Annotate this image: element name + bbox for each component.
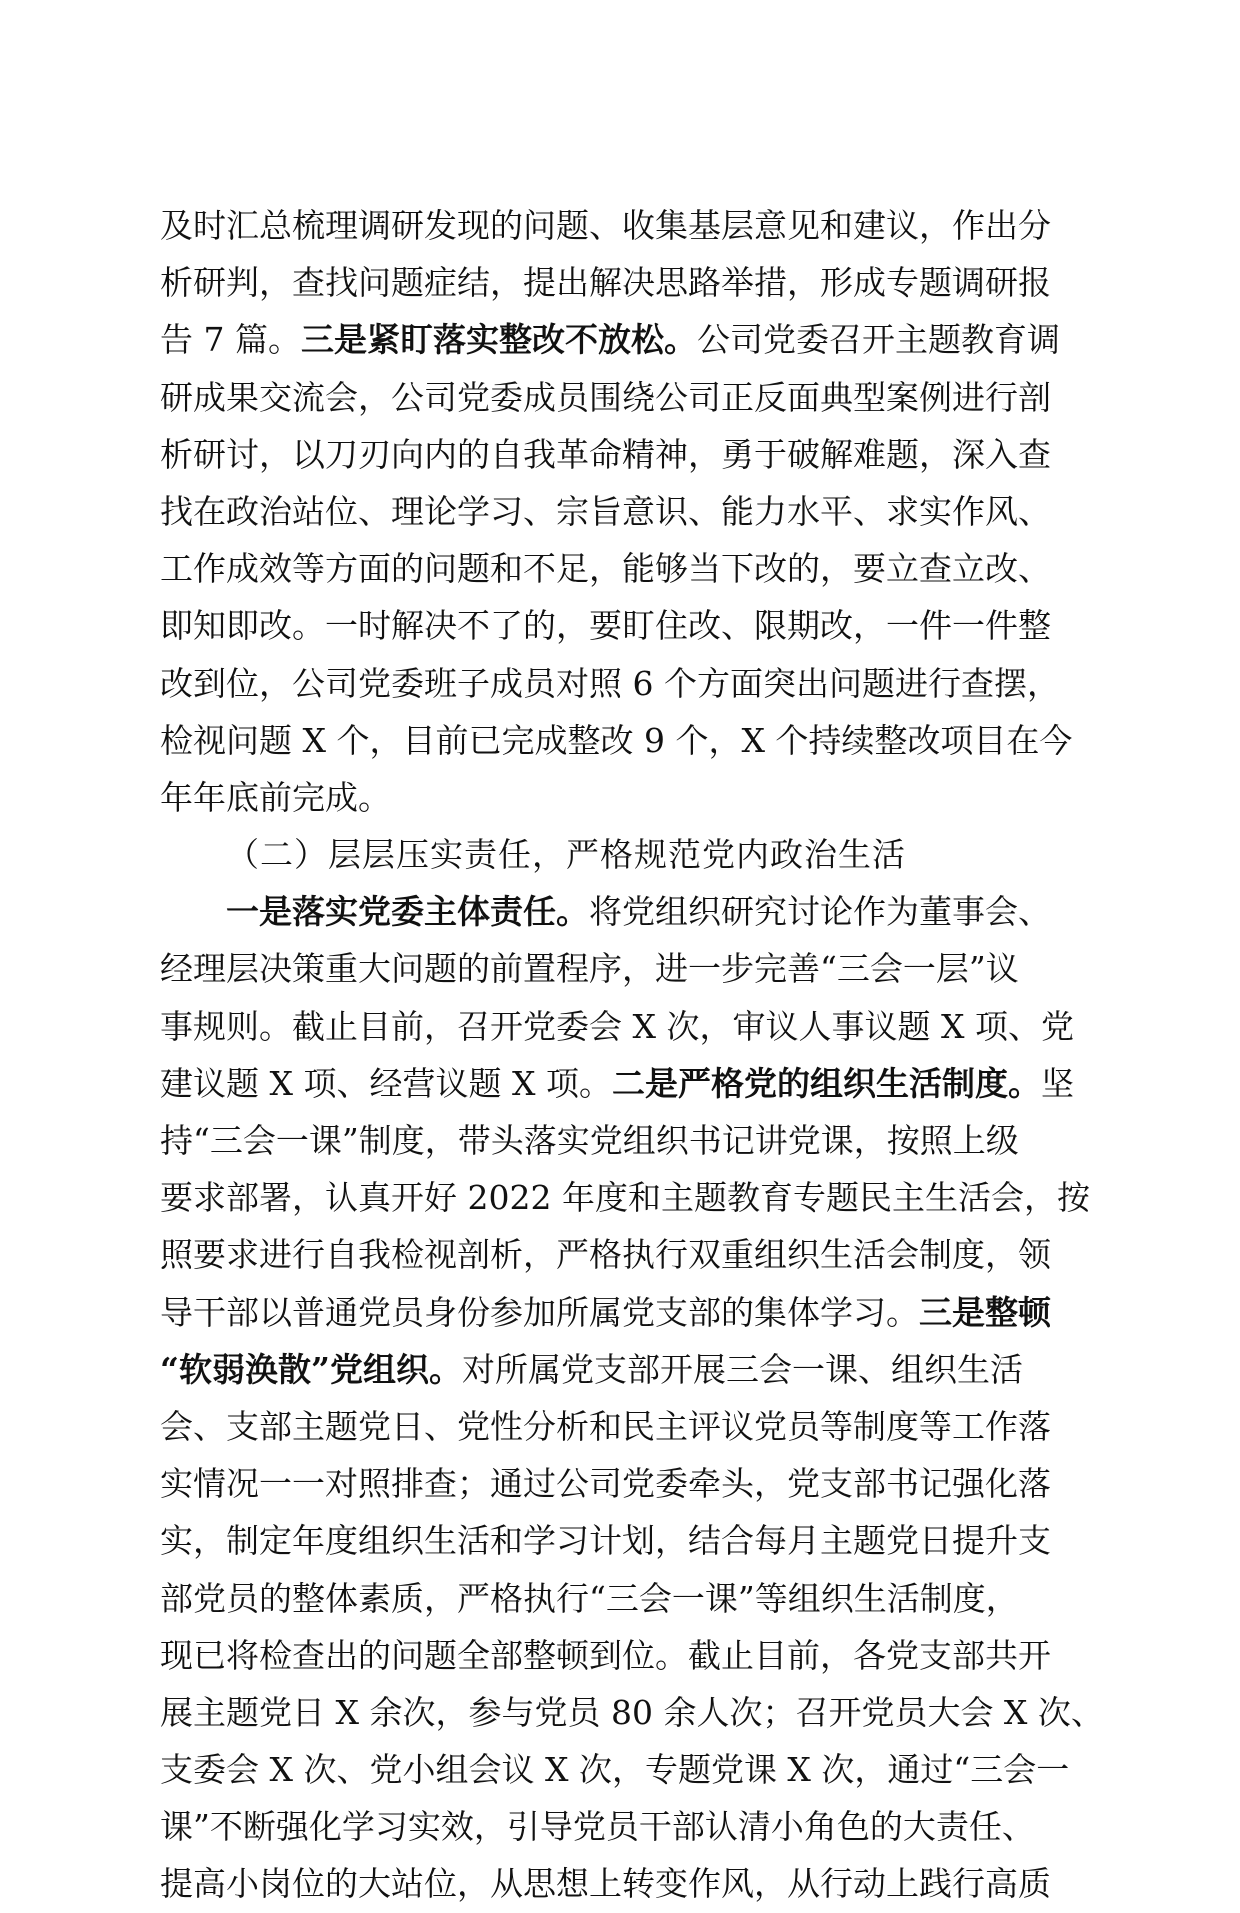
text-line-7 [160, 540, 1100, 597]
text-line-3 [160, 311, 1100, 368]
text-line-8 [160, 597, 1100, 654]
line-text: 照要求进行自我检视剖析，严格执行双重组织生活会制度，领 [160, 1235, 1051, 1275]
line-text: 现已将检查出的问题全部整顿到位。截止目前，各党支部共开 [160, 1635, 1051, 1675]
line-text: 告 7 篇。 [160, 320, 301, 360]
bold-lead-phrase: 一是落实党委主体责任。 [226, 892, 589, 932]
line-text: 改到位，公司党委班子成员对照 6 个方面突出问题进行查摆， [160, 663, 1060, 703]
line-text: 建议题 X 项、经营议题 X 项。 [160, 1063, 612, 1103]
line-text: 检视问题 X 个，目前已完成整改 9 个，X 个持续整改项目在今 [160, 720, 1073, 760]
line-text: 及时汇总梳理调研发现的问题、收集基层意见和建议，作出分 [160, 206, 1051, 245]
bold-lead-phrase: “软弱涣散”党组织。 [160, 1349, 462, 1389]
line-text: 实，制定年度组织生活和学习计划，结合每月主题党日提升支 [160, 1521, 1051, 1561]
text-line-1 [160, 197, 1100, 254]
text-line-9 [160, 655, 1100, 712]
line-text: 事规则。截止目前，召开党委会 X 次，审议人事议题 X 项、党 [160, 1006, 1074, 1046]
text-line-5 [160, 426, 1100, 483]
line-text: 工作成效等方面的问题和不足，能够当下改的，要立查立改、 [160, 549, 1051, 589]
line-text: 提高小岗位的大站位，从思想上转变作风，从行动上践行高质 [160, 1864, 1051, 1904]
body-text [160, 197, 1104, 1913]
line-text: 公司党委召开主题教育调 [696, 320, 1060, 360]
text-line-16 [160, 1055, 1100, 1112]
line-text: 持“三会一课”制度，带头落实党组织书记讲党课，按照上级 [160, 1121, 1019, 1160]
text-line-6 [160, 483, 1100, 540]
text-line-2 [160, 254, 1100, 311]
line-text: 研成果交流会，公司党委成员围绕公司正反面典型案例进行剖 [160, 377, 1051, 417]
line-text: 支委会 X 次、党小组会议 X 次，专题党课 X 次，通过“三会一 [160, 1750, 1070, 1790]
text-line-24 [160, 1512, 1100, 1569]
bold-lead-phrase: 三是整顿 [919, 1292, 1051, 1332]
text-line-15 [160, 998, 1100, 1055]
text-line-23 [160, 1455, 1100, 1512]
text-line-10 [160, 712, 1100, 769]
line-text: 导干部以普通党员身份参加所属党支部的集体学习。 [160, 1292, 919, 1332]
line-text: 析研判，查找问题症结，提出解决思路举措，形成专题调研报 [160, 263, 1051, 303]
line-text: 会、支部主题党日、党性分析和民主评议党员等制度等工作落 [160, 1406, 1051, 1446]
text-line-14 [160, 940, 1100, 997]
text-line-20 [160, 1284, 1100, 1341]
text-line-18 [160, 1169, 1100, 1226]
line-text: 找在政治站位、理论学习、宗旨意识、能力水平、求实作风、 [160, 491, 1051, 531]
text-line-19 [160, 1226, 1100, 1283]
text-line-29 [160, 1798, 1100, 1855]
line-text: 经理层决策重大问题的前置程序，进一步完善“三会一层”议 [160, 949, 1019, 989]
line-text: 课”不断强化学习实效，引导党员干部认清小角色的大责任、 [160, 1807, 1035, 1847]
line-text: 将党组织研究讨论作为董事会、 [589, 892, 1051, 932]
line-text: 要求部署，认真开好 2022 年度和主题教育专题民主生活会，按 [160, 1178, 1090, 1218]
section-heading [160, 826, 1100, 883]
text-line-26 [160, 1627, 1100, 1684]
text-line-25 [160, 1570, 1100, 1627]
line-text: 析研讨，以刀刃向内的自我革命精神，勇于破解难题，深入查 [160, 434, 1051, 474]
line-text: 对所属党支部开展三会一课、组织生活 [461, 1349, 1023, 1389]
text-line-13 [160, 883, 1100, 940]
line-text: 即知即改。一时解决不了的，要盯住改、限期改，一件一件整 [160, 606, 1051, 646]
line-text: 年年底前完成。 [160, 777, 391, 817]
line-text: 实情况一一对照排查；通过公司党委牵头，党支部书记强化落 [160, 1464, 1051, 1504]
heading-text: （二）层层压实责任，严格规范党内政治生活 [226, 835, 906, 875]
text-line-22 [160, 1398, 1100, 1455]
line-text: 展主题党日 X 余次，参与党员 80 余人次；召开党员大会 X 次、 [160, 1692, 1104, 1732]
bold-lead-phrase: 三是紧盯落实整改不放松。 [300, 320, 697, 360]
text-line-28 [160, 1741, 1100, 1798]
line-text: 坚 [1040, 1063, 1074, 1103]
text-line-17 [160, 1112, 1100, 1169]
text-line-11 [160, 769, 1100, 826]
text-line-21 [160, 1341, 1100, 1398]
bold-lead-phrase: 二是严格党的组织生活制度。 [611, 1063, 1041, 1103]
line-text: 部党员的整体素质，严格执行“三会一课”等组织生活制度， [160, 1578, 1019, 1618]
text-line-27 [160, 1684, 1104, 1741]
text-line-4 [160, 369, 1100, 426]
text-line-30 [160, 1855, 1100, 1912]
